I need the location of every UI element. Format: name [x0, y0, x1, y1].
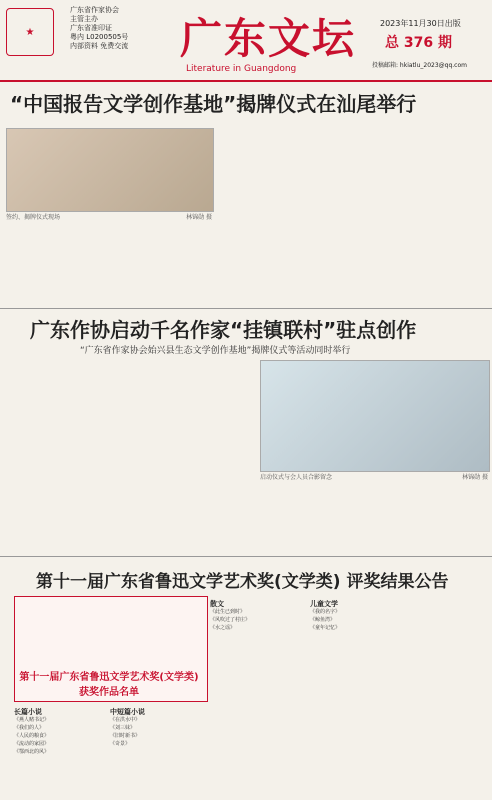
publisher-name: 广东省作家协会 — [70, 6, 119, 14]
award-item: 《我的名字》 — [310, 609, 341, 615]
divider-1 — [0, 308, 492, 309]
award-item: 《在洪水中》 — [110, 717, 141, 723]
story1-byline: 林锦勋 摄 — [186, 214, 212, 221]
story2-photo — [260, 360, 490, 472]
award-section — [310, 600, 400, 632]
award-item: 《童年记忆》 — [310, 625, 341, 631]
award-item: 《人民的粮食》 — [14, 733, 50, 739]
story1-photo — [6, 128, 214, 212]
award-item: 《奇景》 — [110, 741, 131, 747]
award-item: 《风吹过了村庄》 — [210, 617, 251, 623]
award-section-head: 儿童文学 — [310, 600, 338, 608]
story2-caption-text: 启动仪式与会人员合影留念 — [260, 474, 333, 481]
notice-title: 第十一届广东省鲁迅文学艺术奖(文学类)获奖作品名单 — [19, 672, 199, 698]
story2-byline: 林锦勋 摄 — [462, 474, 488, 481]
newspaper-subtitle: Literature in Guangdong — [186, 64, 297, 74]
publisher-logo: ★ — [6, 8, 54, 56]
award-section-head: 中短篇小说 — [110, 708, 145, 716]
award-item: 《刘三妹》 — [110, 725, 136, 731]
award-item: 《流动的家园》 — [14, 741, 50, 747]
masthead — [0, 0, 492, 80]
award-section-head: 散文 — [210, 600, 224, 608]
award-item: 《我们的人》 — [14, 725, 45, 731]
issn-line-2: 粤内 L0200505号 — [70, 33, 129, 41]
award-section — [14, 708, 94, 756]
award-item: 《此生已到时》 — [210, 609, 246, 615]
publisher-info — [70, 6, 150, 51]
publication-date: 2023年11月30日出版 — [380, 19, 461, 28]
newspaper-title: 广东文坛 — [180, 14, 357, 63]
award-item: 《旧时新书》 — [110, 733, 141, 739]
issn-line-3: 内部资料 免费交流 — [70, 42, 129, 50]
sponsor: 主管主办 — [70, 15, 98, 23]
award-item: 《燕人赌书记》 — [14, 717, 50, 723]
story1-caption-text: 签约、揭牌仪式现场 — [6, 214, 61, 221]
masthead-rule — [0, 80, 492, 82]
award-item: 《水之谣》 — [210, 625, 236, 631]
story2-photo-caption — [260, 472, 488, 481]
submission-email: 投稿邮箱: hkiatlu_2023@qq.com — [372, 62, 467, 69]
story2-headline: 广东作协启动千名作家“挂镇联村”驻点创作 — [30, 318, 417, 342]
issue-number: 总 376 期 — [385, 35, 452, 51]
award-section-head: 长篇小说 — [14, 708, 42, 716]
award-item: 《鲸鱼湾》 — [310, 617, 336, 623]
story1-photo-caption — [6, 212, 212, 221]
award-item: 《鄂西北的风》 — [14, 749, 50, 755]
story3-headline: 第十一届广东省鲁迅文学艺术奖(文学类) 评奖结果公告 — [36, 572, 449, 592]
issn-line-1: 广东省准印证 — [70, 24, 112, 32]
story1-headline: “中国报告文学创作基地”揭牌仪式在汕尾举行 — [10, 92, 417, 116]
divider-2 — [0, 556, 492, 557]
award-section — [110, 708, 200, 748]
story2-subhead: “广东省作家协会始兴县生态文学创作基地”揭牌仪式等活动同时举行 — [80, 346, 351, 356]
award-section — [210, 600, 300, 632]
